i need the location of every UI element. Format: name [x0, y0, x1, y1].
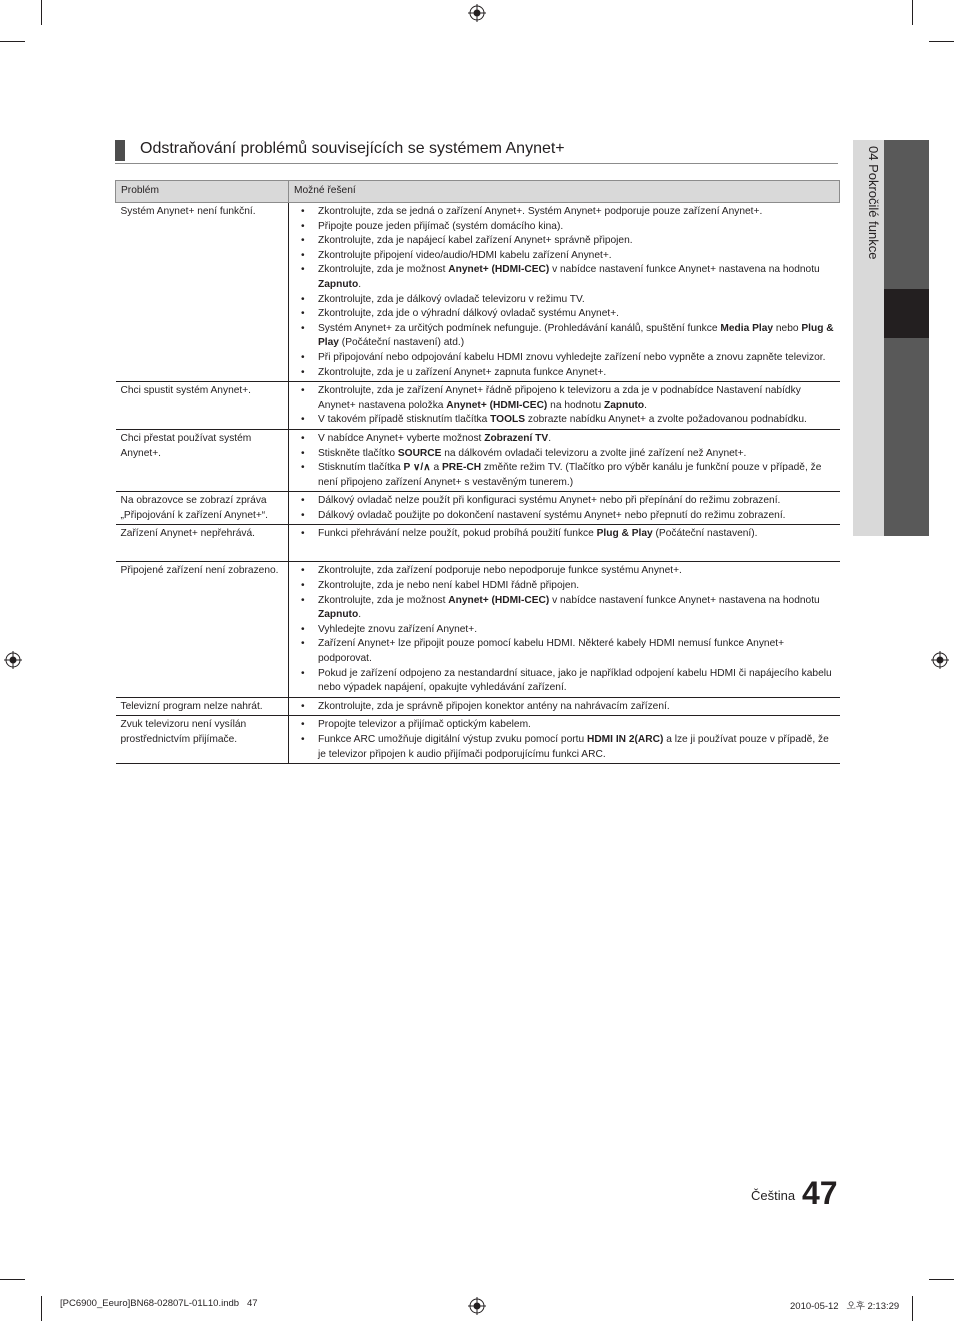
table-row [116, 697, 840, 716]
bullet-icon: • [301, 580, 305, 592]
solution-text: Stiskněte tlačítko [318, 447, 398, 459]
solution-text: Zařízení Anynet+ lze připojit pouze pomocí kabelu HDMI. Některé kabely HDMI nemusí funkce Anynet+ podporovat. [318, 638, 785, 665]
solution-item [294, 413, 835, 428]
problem-cell: Televizní program nelze nahrát. [116, 697, 289, 716]
solution-text: Zkontrolujte, zda je napájecí kabel zařízení Anynet+ správně připojen. [318, 235, 633, 247]
solution-item [294, 594, 835, 623]
solution-text: . [358, 278, 362, 290]
solution-text: Zkontrolujte, zda je u zařízení Anynet+ zapnuta funkce Anynet+. [318, 366, 607, 378]
solution-item [294, 461, 835, 490]
solution-text: (Počáteční nastavení) atd.) [338, 337, 465, 349]
solution-text: Zkontrolujte, zda je možnost [318, 264, 449, 276]
solution-item [294, 700, 835, 715]
chapter-tab-active [884, 289, 929, 338]
solution-text: Zkontrolujte, zda jde o výhradní dálkový ovladač systému Anynet+. [318, 308, 619, 320]
solution-text: . [548, 432, 552, 444]
solution-cell [289, 525, 840, 562]
bullet-icon: • [301, 264, 305, 276]
crop-mark-top-right-v [912, 0, 913, 25]
solution-text: nebo [773, 322, 802, 334]
bullet-icon: • [301, 719, 305, 731]
bullet-icon: • [301, 667, 305, 679]
solution-emphasis: Anynet+ (HDMI-CEC) [448, 594, 550, 606]
solution-item [294, 637, 835, 666]
solution-text: Propojte televizor a přijímač optickým kabelem. [318, 719, 531, 731]
crop-mark-bottom-left-v [41, 1296, 42, 1321]
solution-cell [289, 492, 840, 525]
solution-list [294, 718, 835, 762]
crop-mark-bottom-left-h [0, 1279, 25, 1280]
solution-item [294, 447, 835, 462]
solution-text: V takovém případě stisknutím tlačítka [318, 414, 491, 426]
solution-text: Zkontrolujte, zda je zařízení Anynet+ řádně připojeno k televizoru a zda je v podnabídce Nastavení nabídky Anynet+ nastavena položka [318, 385, 801, 411]
solution-text: Funkci přehrávání nelze použít, pokud probíhá použití funkce [318, 528, 597, 540]
bullet-icon: • [301, 220, 305, 232]
solution-text: Připojte pouze jeden přijímač (systém domácího kina). [318, 220, 564, 232]
bullet-icon: • [301, 700, 305, 712]
solution-list [294, 432, 835, 490]
solution-item [294, 564, 835, 579]
problem-cell: Na obrazovce se zobrazí zpráva „Připojování k zařízení Anynet+“. [116, 492, 289, 525]
bullet-icon: • [301, 638, 305, 650]
solution-emphasis: Zobrazení TV [484, 432, 549, 444]
solution-item [294, 249, 835, 264]
section-heading-bar [115, 140, 125, 161]
table-row [116, 716, 840, 764]
solution-emphasis: PRE-CH [442, 462, 482, 474]
problem-cell: Připojené zařízení není zobrazeno. [116, 562, 289, 697]
solution-text: Stisknutím tlačítka [318, 462, 404, 474]
bullet-icon: • [301, 528, 305, 540]
solution-text: . [644, 399, 648, 411]
bullet-icon: • [301, 432, 305, 444]
solution-cell [289, 382, 840, 430]
solution-text: (Počáteční nastavení). [652, 528, 758, 540]
solution-item [294, 667, 835, 696]
solution-text: Zkontrolujte, zda je možnost [318, 594, 449, 606]
solution-item [294, 527, 835, 542]
solution-item [294, 494, 835, 509]
solution-emphasis: Anynet+ (HDMI-CEC) [446, 399, 548, 411]
solution-item [294, 205, 835, 220]
chapter-tab-dark-bottom [884, 338, 929, 536]
solution-text: Vyhledejte znovu zařízení Anynet+. [318, 623, 478, 635]
solution-list [294, 205, 835, 380]
table-row [116, 382, 840, 430]
solution-list [294, 527, 835, 542]
solution-cell [289, 429, 840, 491]
solution-emphasis: Plug & Play [596, 528, 653, 540]
bullet-icon: • [301, 322, 305, 334]
solution-text: Dálkový ovladač nelze použít při konfiguraci systému Anynet+ nebo při přepínání do režimu zobrazení. [318, 495, 781, 507]
solution-emphasis: Zapnuto [318, 278, 359, 290]
problem-cell: Chci spustit systém Anynet+. [116, 382, 289, 430]
solution-text: a lze ji používat pouze v případě, že je televizor připojen k audio přijímači podporujícímu funkci ARC. [318, 734, 829, 760]
problem-cell: Chci přestat používat systém Anynet+. [116, 429, 289, 491]
slug-file-info: [PC6900_Eeuro]BN68-02807L-01L10.indb 47 [60, 1298, 258, 1309]
problem-cell: Zařízení Anynet+ nepřehrává. [116, 525, 289, 562]
solution-text: Funkce ARC umožňuje digitální výstup zvuku pomocí portu [318, 734, 587, 745]
solution-text: Pokud je zařízení odpojeno za nestandardní situace, jako je například odpojení kabelu HDMI či napájecího kabelu nebo výpadek napájení, opakujte vyhledávání zařízení. [318, 667, 832, 694]
solution-item [294, 351, 835, 366]
solution-item [294, 579, 835, 594]
solution-item [294, 718, 835, 733]
bullet-icon: • [301, 495, 305, 507]
solution-text: v nabídce nastavení funkce Anynet+ nastavena na hodnotu [549, 594, 820, 606]
solution-list [294, 564, 835, 695]
solution-emphasis: SOURCE [397, 447, 442, 459]
solution-text: . [358, 609, 362, 621]
table-row [116, 429, 840, 491]
solution-emphasis: Plug & Play [318, 322, 834, 349]
solution-cell [289, 716, 840, 764]
registration-mark-icon [468, 1297, 486, 1315]
solution-text: Dálkový ovladač použijte po dokončení nastavení systému Anynet+ nebo přepnutí do režimu zobrazení. [318, 509, 786, 521]
bullet-icon: • [301, 594, 305, 606]
bullet-icon: • [301, 249, 305, 261]
solution-cell [289, 562, 840, 697]
bullet-icon: • [301, 623, 305, 635]
bullet-icon: • [301, 293, 305, 305]
crop-mark-top-right-h [929, 41, 954, 42]
bullet-icon: • [301, 509, 305, 521]
table-row [116, 203, 840, 382]
solution-list [294, 700, 835, 715]
solution-text: v nabídce nastavení funkce Anynet+ nastavena na hodnotu [549, 264, 820, 276]
table-row [116, 562, 840, 697]
solution-item [294, 234, 835, 249]
solution-item [294, 623, 835, 638]
column-header-solution: Možné řešení [289, 181, 840, 203]
solution-text: V nabídce Anynet+ vyberte možnost [318, 432, 485, 444]
solution-emphasis: Anynet+ (HDMI-CEC) [448, 264, 550, 276]
table-body [116, 203, 840, 764]
solution-emphasis: Zapnuto [603, 399, 645, 411]
solution-item [294, 293, 835, 308]
problem-cell: Systém Anynet+ není funkční. [116, 203, 289, 382]
solution-cell [289, 697, 840, 716]
solution-text: změňte režim TV. (Tlačítko pro výběr kanálu je funkční pouze v případě, že není připojeno zařízení Anynet+ s vestavěným tunerem.) [318, 462, 822, 488]
solution-text: na hodnotu [547, 399, 604, 411]
bullet-icon: • [301, 206, 305, 217]
solution-item [294, 322, 835, 351]
solution-item [294, 432, 835, 447]
solution-item [294, 307, 835, 322]
page-number: 47 [802, 1175, 838, 1211]
solution-text: Zkontrolujte, zda je dálkový ovladač televizoru v režimu TV. [318, 293, 585, 305]
solution-cell [289, 203, 840, 382]
crop-mark-top-left-h [0, 41, 25, 42]
footer-language: Čeština [751, 1188, 796, 1203]
bullet-icon: • [301, 351, 305, 363]
bullet-icon: • [301, 366, 305, 378]
solution-text: na dálkovém ovladači televizoru a zvolte jiné zařízení než Anynet+. [441, 447, 747, 459]
column-header-problem: Problém [116, 181, 289, 203]
registration-mark-icon [931, 651, 949, 669]
solution-emphasis: P ∨/∧ [403, 462, 431, 474]
solution-item [294, 509, 835, 524]
solution-emphasis: TOOLS [490, 414, 526, 426]
solution-text: Zkontrolujte, zda je správně připojen konektor antény na nahrávacím zařízení. [318, 700, 670, 712]
solution-list [294, 494, 835, 523]
crop-mark-bottom-right-v [912, 1296, 913, 1321]
crop-mark-bottom-right-h [929, 1279, 954, 1280]
solution-text: Zkontrolujte, zda zařízení podporuje nebo nepodporuje funkce systému Anynet+. [318, 565, 682, 577]
table-header-row [116, 181, 840, 203]
solution-item [294, 733, 835, 762]
solution-text: zobrazte nabídku Anynet+ a zvolte požadovanou podnabídku. [525, 414, 807, 426]
section-title: Odstraňování problémů souvisejících se systémem Anynet+ [140, 140, 565, 157]
solution-item [294, 366, 835, 381]
solution-emphasis: Media Play [720, 322, 774, 334]
solution-emphasis: HDMI IN 2(ARC) [586, 734, 664, 745]
troubleshooting-table [115, 180, 840, 764]
table-row [116, 525, 840, 562]
bullet-icon: • [301, 734, 305, 745]
crop-mark-top-left-v [41, 0, 42, 25]
solution-item [294, 220, 835, 235]
solution-item [294, 384, 835, 413]
solution-text: Zkontrolujte, zda se jedná o zařízení Anynet+. Systém Anynet+ podporuje pouze zařízení Anynet+. [318, 206, 763, 217]
solution-text: Zkontrolujte, zda je nebo není kabel HDMI řádně připojen. [318, 580, 580, 592]
bullet-icon: • [301, 308, 305, 320]
bullet-icon: • [301, 565, 305, 577]
chapter-tab-dark-top [884, 140, 929, 289]
section-heading [115, 139, 838, 164]
bullet-icon: • [301, 462, 305, 474]
registration-mark-icon [468, 4, 486, 22]
bullet-icon: • [301, 385, 305, 397]
solution-text: Zkontrolujte připojení video/audio/HDMI kabelu zařízení Anynet+. [318, 249, 612, 261]
problem-cell: Zvuk televizoru není vysílán prostřednictvím přijímače. [116, 716, 289, 764]
bullet-icon: • [301, 447, 305, 459]
solution-list [294, 384, 835, 428]
solution-item [294, 263, 835, 292]
chapter-label: 04 Pokročilé funkce [866, 146, 881, 260]
slug-date: 2010-05-12 오후 2:13:29 [790, 1301, 900, 1312]
solution-emphasis: Zapnuto [318, 609, 359, 621]
solution-text: Při připojování nebo odpojování kabelu HDMI znovu vyhledejte zařízení nebo vypněte a znovu zapněte televizor. [318, 351, 826, 363]
table-row [116, 492, 840, 525]
bullet-icon: • [301, 235, 305, 247]
solution-text: a [430, 462, 443, 474]
registration-mark-icon [4, 651, 22, 669]
bullet-icon: • [301, 414, 305, 426]
solution-text: Systém Anynet+ za určitých podmínek nefunguje. (Prohledávání kanálů, spuštění funkce [318, 322, 721, 334]
